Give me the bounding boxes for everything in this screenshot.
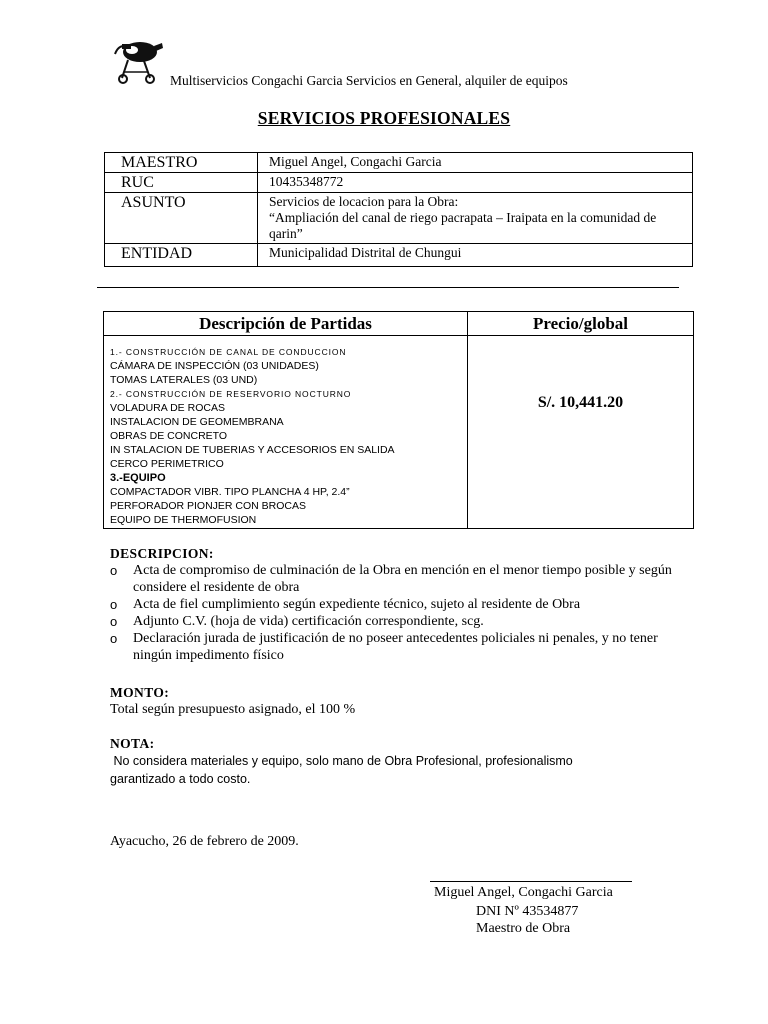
list-item: PERFORADOR PIONJER CON BROCAS <box>110 500 307 512</box>
table-row <box>105 153 693 173</box>
list-item: COMPACTADOR VIBR. TIPO PLANCHA 4 HP, 2.4” <box>110 486 350 498</box>
table-row <box>104 336 694 529</box>
maestro-value: Miguel Angel, Congachi Garcia <box>258 153 693 173</box>
table-header-row <box>104 312 694 336</box>
descripcion-section <box>110 545 690 664</box>
list-item: CERCO PERIMETRICO <box>110 458 224 470</box>
bullet-icon: o <box>110 614 118 629</box>
list-item: 3.-EQUIPO <box>110 472 166 484</box>
partidas-list <box>104 336 468 529</box>
monto-text: Total según presupuesto asignado, el 100 % <box>110 702 356 717</box>
page-title: SERVICIOS PROFESIONALES <box>257 108 511 128</box>
list-item: o Adjunto C.V. (hoja de vida) certificación correspondiente, scg. <box>110 614 484 629</box>
asunto-line-2: “Ampliación del canal de riego pacrapata – Iraipata en la comunidad de qarin” <box>269 210 657 241</box>
bullet-icon: o <box>110 563 118 578</box>
column-header-precio: Precio/global <box>468 312 694 336</box>
nota-line-2: garantizado a todo costo. <box>110 772 251 786</box>
signature-name: Miguel Angel, Congachi Garcia <box>434 885 613 900</box>
bullet-icon: o <box>110 631 118 646</box>
list-item: o Declaración jurada de justificación de no poseer antecedentes policiales ni penales, y no tener ningún impedimento físico <box>110 631 658 663</box>
list-item: TOMAS LATERALES (03 UND) <box>110 374 258 386</box>
list-item: o Acta de fiel cumplimiento según expediente técnico, sujeto al residente de Obra <box>110 597 581 612</box>
table-row <box>105 244 693 267</box>
list-item: CÁMARA DE INSPECCIÓN (03 UNIDADES) <box>110 360 319 372</box>
asunto-value <box>258 193 693 244</box>
global-price: S/. 10,441.20 <box>468 336 694 529</box>
maestro-label: MAESTRO <box>105 153 258 173</box>
nota-heading: NOTA: <box>110 736 155 751</box>
column-header-descripcion: Descripción de Partidas <box>104 312 468 336</box>
table-row <box>105 173 693 193</box>
ruc-value: 10435348772 <box>258 173 693 193</box>
ruc-label: RUC <box>105 173 258 193</box>
signature-dni: DNI Nº 43534877 <box>476 904 579 919</box>
entidad-value: Municipalidad Distrital de Chungui <box>258 244 693 267</box>
machinery-logo-icon <box>110 40 164 86</box>
monto-section <box>110 684 355 718</box>
list-item: OBRAS DE CONCRETO <box>110 430 228 442</box>
list-item: o Acta de compromiso de culminación de la Obra en mención en el menor tiempo posible y según considere el residente de obra <box>110 563 672 595</box>
list-item: IN STALACION DE TUBERIAS Y ACCESORIOS EN SALIDA <box>110 444 395 456</box>
list-item: 2.- CONSTRUCCIÓN DE RESERVORIO NOCTURNO <box>110 389 352 399</box>
table-row <box>105 193 693 244</box>
nota-section <box>110 735 573 788</box>
list-item: EQUIPO DE THERMOFUSION <box>110 514 257 526</box>
list-item: 1.- CONSTRUCCIÓN DE CANAL DE CONDUCCION <box>110 347 347 357</box>
signature-line <box>430 881 632 882</box>
horizontal-divider <box>97 287 679 288</box>
asunto-label: ASUNTO <box>105 193 258 244</box>
descripcion-list <box>110 562 690 664</box>
bullet-icon: o <box>110 597 118 612</box>
entidad-label: ENTIDAD <box>105 244 258 267</box>
info-table <box>104 152 693 267</box>
list-item: INSTALACION DE GEOMEMBRANA <box>110 416 284 428</box>
document-date: Ayacucho, 26 de febrero de 2009. <box>110 834 299 849</box>
company-header: Multiservicios Congachi Garcia Servicios en General, alquiler de equipos <box>170 73 568 88</box>
asunto-line-1: Servicios de locacion para la Obra: <box>269 194 459 209</box>
partidas-table <box>103 311 694 529</box>
descripcion-heading: DESCRIPCION: <box>110 546 214 561</box>
nota-line-1: No considera materiales y equipo, solo mano de Obra Profesional, profesionalismo <box>110 754 573 768</box>
signature-role: Maestro de Obra <box>476 921 571 936</box>
list-item: VOLADURA DE ROCAS <box>110 402 225 414</box>
monto-heading: MONTO: <box>110 685 170 700</box>
